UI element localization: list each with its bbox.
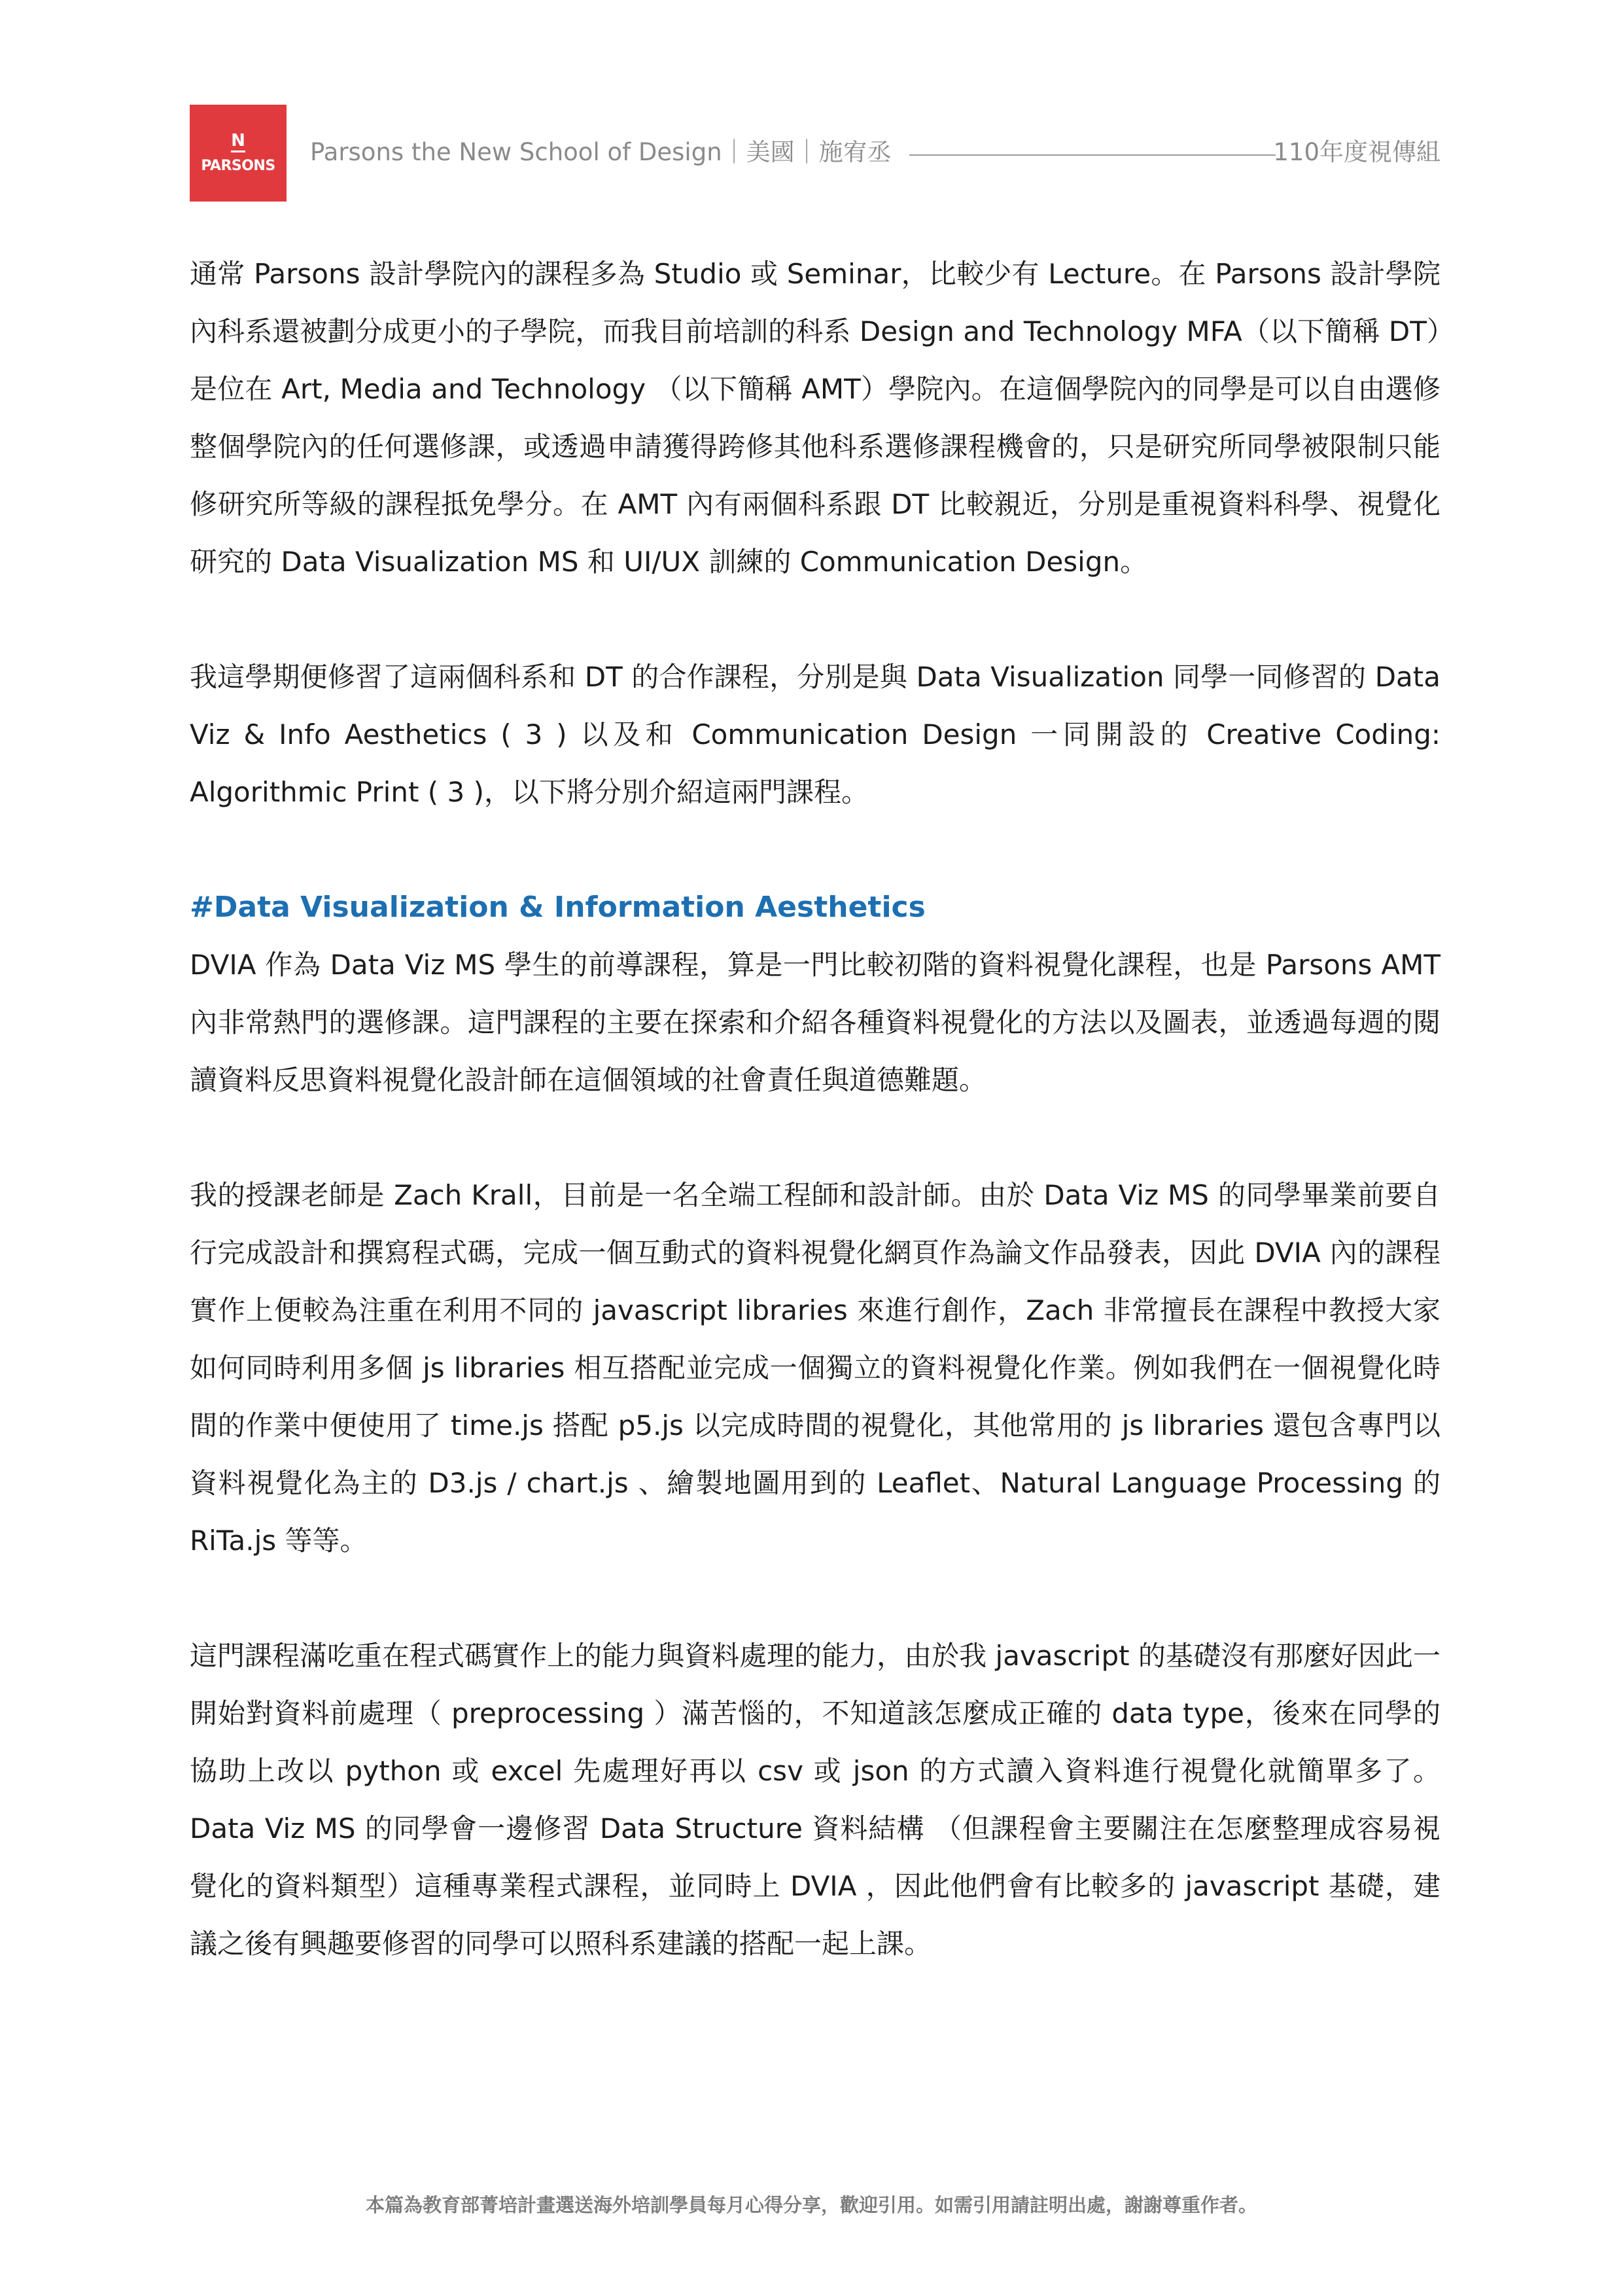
logo-text: PARSONS <box>201 158 275 174</box>
intro-paragraph-2: 我這學期便修習了這兩個科系和 DT 的合作課程，分別是與 Data Visualization 同學一同修習的 Data Viz & Info Aesthetics ( 3 ) 以及和 Communication Design 一同開設的 Creative Coding: Algorithmic Print ( 3 )，以下將分別介紹這兩門課程。 <box>190 661 1440 808</box>
paragraph-spacer <box>190 821 1440 879</box>
intro-paragraph-1: 通常 Parsons 設計學院內的課程多為 Studio 或 Seminar，比較少有 Lecture。在 Parsons 設計學院內科系還被劃分成更小的子學院，而我目前培訓的科系 Design and Technology MFA（以下簡稱 DT）是位在 Art, Media and Technology （以下簡稱 AMT）學院內。在這個學院內的同學是可以自由選修整個學院內的任何選修課，或透過申請獲得跨修其他科系選修課程機會的，只是研究所同學被限制只能修研究所等級的課程抵免學分。在 AMT 內有兩個科系跟 DT 比較親近，分別是重視資料科學、視覺化研究的 Data Visualization MS 和 UI/UX 訓練的 Communication Design。 <box>190 258 1440 578</box>
parsons-logo <box>190 105 287 202</box>
paragraph-spacer <box>190 1570 1440 1627</box>
paragraph-spacer <box>190 591 1440 648</box>
section-paragraph-1: DVIA 作為 Data Viz MS 學生的前導課程，算是一門比較初階的資料視覺化課程，也是 Parsons AMT 內非常熱門的選修課。這門課程的主要在探索和介紹各種資料視覺化的方法以及圖表，並透過每週的閱讀資料反思資料視覺化設計師在這個領域的社會責任與道德難題。 <box>190 949 1440 1096</box>
page-footer: 本篇為教育部菁培計畫選送海外培訓學員每月心得分享，歡迎引用。如需引用請註明出處，謝謝尊重作者。 <box>365 2194 1257 2216</box>
page-header <box>190 105 1440 202</box>
paragraph-spacer <box>190 1109 1440 1167</box>
header-divider <box>909 154 1276 156</box>
document-body <box>190 245 1440 1973</box>
logo-mark: N <box>231 132 245 152</box>
section-paragraph-3: 這門課程滿吃重在程式碼實作上的能力與資料處理的能力，由於我 javascript 的基礎沒有那麼好因此一開始對資料前處理（ preprocessing ）滿苦惱的，不知道該怎麼成正確的 data type，後來在同學的協助上改以 python 或 excel 先處理好再以 csv 或 json 的方式讀入資料進行視覺化就簡單多了。Data Viz MS 的同學會一邊修習 Data Structure 資料結構 （但課程會主要關注在怎麼整理成容易視覺化的資料類型）這種專業程式課程，並同時上 DVIA ，因此他們會有比較多的 javascript 基礎，建議之後有興趣要修習的同學可以照科系建議的搭配一起上課。 <box>190 1640 1440 1960</box>
section-heading: #Data Visualization & Information Aesthetics <box>190 891 926 924</box>
header-group-label: 110年度視傳組 <box>1273 138 1440 166</box>
header-title: Parsons the New School of Design｜美國｜施宥丞 <box>310 138 892 166</box>
section-paragraph-2: 我的授課老師是 Zach Krall，目前是一名全端工程師和設計師。由於 Data Viz MS 的同學畢業前要自行完成設計和撰寫程式碼，完成一個互動式的資料視覺化網頁作為論文作品發表，因此 DVIA 內的課程實作上便較為注重在利用不同的 javascript libraries 來進行創作，Zach 非常擅長在課程中教授大家如何同時利用多個 js libraries 相互搭配並完成一個獨立的資料視覺化作業。例如我們在一個視覺化時間的作業中便使用了 time.js 搭配 p5.js 以完成時間的視覺化，其他常用的 js libraries 還包含專門以資料視覺化為主的 D3.js / chart.js 、繪製地圖用到的 Leaflet、Natural Language Processing 的 RiTa.js 等等。 <box>190 1179 1440 1557</box>
